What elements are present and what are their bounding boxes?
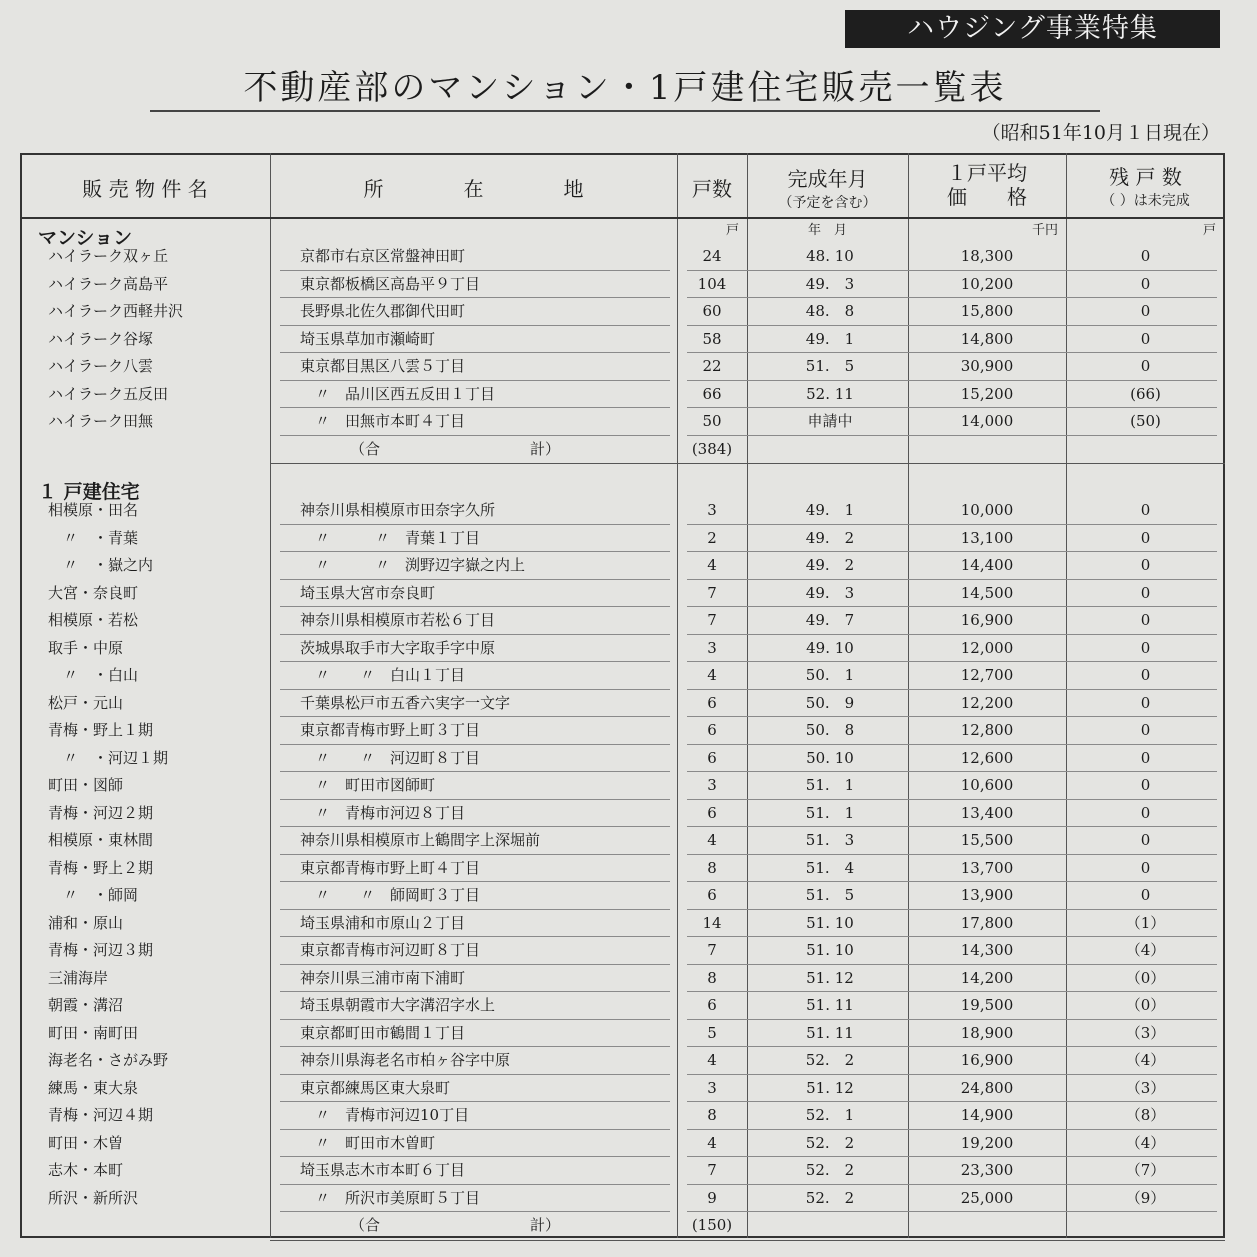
cell-property-name: 松戸・元山 [48,693,124,712]
cell-avg-price: 24,800 [960,1078,1014,1097]
cell-property-name: 青梅・河辺２期 [48,803,154,822]
cell-completion: 50. 9 [805,693,855,712]
cell-avg-price: 12,800 [960,721,1014,739]
cell-completion: 52. 2 [805,1133,855,1152]
cell-location: 〃 品川区西五反田１丁目 [300,384,496,403]
cell-property-name: ハイラーク高島平 [48,274,169,293]
section-total-units: (384) [691,439,733,458]
cell-remaining: 0 [1140,831,1151,849]
cell-location: 〃 〃 白山１丁目 [300,666,466,684]
cell-completion: 51. 5 [805,886,855,904]
cell-avg-price: 16,900 [960,611,1014,629]
cell-remaining: （0） [1125,968,1166,987]
header-completion-note: （予定を含む） [778,195,877,211]
listing-table [20,153,1225,1238]
cell-completion: 申請中 [807,412,853,430]
cell-property-name: 〃 ・青葉 [48,528,139,547]
page-title: 不動産部のマンション・1戸建住宅販売一覧表 [243,68,1007,108]
header-completion [747,163,908,212]
cell-remaining: 0 [1140,803,1151,822]
cell-units: 7 [707,583,717,602]
cell-completion: 51. 11 [806,996,854,1014]
cell-completion: 50. 8 [805,721,855,739]
cell-completion: 50. 1 [805,666,855,684]
cell-property-name: 町田・南町田 [48,1023,139,1042]
cell-property-name: ハイラーク西軽井沢 [48,302,184,320]
cell-completion: 51. 10 [806,941,854,959]
header-remaining-label: 残 戸 数 [1109,165,1182,189]
cell-completion: 49. 10 [806,638,854,657]
header-remaining [1066,161,1225,210]
cell-property-name: 〃 ・河辺１期 [48,748,169,767]
cell-location: 東京都青梅市河辺町８丁目 [300,941,481,959]
cell-avg-price: 13,700 [960,858,1014,877]
header-location: 所 在 地 [363,177,584,201]
section-total-units: (150) [691,1216,733,1234]
cell-location: 〃 〃 河辺町８丁目 [300,748,481,767]
cell-completion: 51. 10 [806,913,854,932]
cell-property-name: 〃 ・白山 [48,666,139,684]
cell-property-name: 町田・図師 [48,776,124,794]
section-total-rule [270,463,1225,464]
cell-units: 6 [707,721,717,739]
section-heading: １ 戸建住宅 [38,481,140,503]
cell-units: 4 [707,666,717,684]
cell-property-name: 練馬・東大泉 [48,1078,139,1097]
cell-location: 〃 〃 渕野辺字嶽之内上 [300,556,526,574]
cell-remaining: （0） [1125,996,1166,1014]
cell-remaining: 0 [1140,776,1151,794]
cell-remaining: 0 [1140,748,1151,767]
cell-completion: 49. 3 [805,583,855,602]
cell-completion: 49. 1 [805,329,855,348]
cell-location: 東京都練馬区東大泉町 [300,1078,451,1097]
section-total-label: （合 計） [350,1216,561,1234]
cell-completion: 49. 2 [805,528,855,547]
cell-remaining: （4） [1125,1133,1166,1152]
cell-property-name: ハイラーク双ヶ丘 [48,247,169,265]
cell-property-name: 相模原・若松 [48,611,139,629]
cell-avg-price: 12,700 [960,666,1014,684]
cell-property-name: 朝霞・溝沼 [48,996,124,1014]
header-remaining-note: （ ）は未完成 [1101,193,1190,209]
header-completion-label: 完成年月 [787,167,868,191]
cell-avg-price: 15,500 [960,831,1014,849]
cell-completion: 52. 2 [805,1051,855,1069]
cell-units: 4 [707,556,717,574]
cell-property-name: 町田・木曽 [48,1133,124,1152]
cell-avg-price: 14,800 [960,329,1014,348]
cell-location: 埼玉県草加市瀬崎町 [300,329,436,348]
cell-location: 千葉県松戸市五香六実字一文字 [300,693,511,712]
cell-location: 〃 〃 師岡町３丁目 [300,886,481,904]
cell-units: 3 [707,638,717,657]
header-price-line2: 価 格 [947,185,1027,209]
cell-units: 7 [707,1161,717,1179]
cell-completion: 51. 3 [805,831,855,849]
cell-property-name: 三浦海岸 [48,968,109,987]
cell-location: 東京都青梅市野上町４丁目 [300,858,481,877]
cell-location: 〃 田無市本町４丁目 [300,412,466,430]
cell-units: 6 [707,693,717,712]
cell-completion: 51. 12 [806,1078,854,1097]
cell-avg-price: 14,300 [960,941,1014,959]
cell-completion: 51. 1 [805,776,855,794]
cell-property-name: ハイラーク八雲 [48,357,154,375]
cell-location: 東京都目黒区八雲５丁目 [300,357,466,375]
unit-label-units: 戸 [725,223,739,238]
unit-label-remaining: 戸 [1202,223,1216,238]
cell-units: 4 [707,831,717,849]
cell-completion: 51. 5 [805,357,855,375]
cell-avg-price: 18,900 [960,1023,1014,1042]
cell-property-name: 海老名・さがみ野 [48,1051,169,1069]
cell-completion: 49. 3 [805,274,855,293]
cell-location: 〃 青梅市河辺10丁目 [300,1106,470,1124]
cell-remaining: （9） [1125,1188,1166,1207]
column-divider [747,153,748,1238]
cell-location: 埼玉県浦和市原山２丁目 [300,913,466,932]
cell-completion: 51. 4 [805,858,855,877]
cell-completion: 50. 10 [806,748,854,767]
cell-property-name: 取手・中原 [48,638,124,657]
section-heading: マンション [38,227,133,249]
cell-avg-price: 15,200 [960,384,1014,403]
cell-units: 4 [707,1051,717,1069]
cell-property-name: 青梅・河辺３期 [48,941,154,959]
cell-property-name: 青梅・河辺４期 [48,1106,154,1124]
cell-property-name: 青梅・野上２期 [48,858,154,877]
cell-remaining: （7） [1125,1161,1166,1179]
cell-units: 6 [707,803,717,822]
cell-completion: 51. 1 [805,803,855,822]
cell-units: 4 [707,1133,717,1152]
cell-property-name: 〃 ・師岡 [48,886,139,904]
cell-avg-price: 12,600 [960,748,1014,767]
cell-location: 神奈川県相模原市田奈字久所 [300,501,496,519]
cell-location: 〃 〃 青葉１丁目 [300,528,481,547]
cell-avg-price: 12,000 [960,638,1014,657]
cell-avg-price: 23,300 [960,1161,1014,1179]
cell-property-name: 相模原・田名 [48,501,139,519]
unit-label-price: 千円 [1031,223,1058,238]
title-underline [150,110,1100,112]
cell-location: 埼玉県朝霞市大字溝沼字水上 [300,996,496,1014]
cell-property-name: 所沢・新所沢 [48,1188,139,1207]
cell-completion: 52. 11 [806,384,854,403]
cell-property-name: 青梅・野上１期 [48,721,154,739]
cell-property-name: ハイラーク田無 [48,412,154,430]
feature-banner: ハウジング事業特集 [845,10,1220,48]
cell-location: 埼玉県大宮市奈良町 [300,583,436,602]
cell-location: 神奈川県三浦市南下浦町 [300,968,466,987]
cell-avg-price: 19,500 [960,996,1014,1014]
cell-remaining: 0 [1140,556,1151,574]
cell-location: 長野県北佐久郡御代田町 [300,302,466,320]
cell-avg-price: 17,800 [960,913,1014,932]
cell-avg-price: 14,400 [960,556,1014,574]
cell-location: 茨城県取手市大字取手字中原 [300,638,496,657]
cell-remaining: （4） [1125,941,1166,959]
section-total-rule [270,1240,1225,1241]
cell-property-name: 大宮・奈良町 [48,583,139,602]
cell-location: 埼玉県志木市本町６丁目 [300,1161,466,1179]
cell-completion: 48. 8 [805,302,855,320]
cell-avg-price: 10,200 [960,274,1014,293]
cell-units: 7 [707,611,717,629]
cell-property-name: 相模原・東林間 [48,831,154,849]
cell-avg-price: 14,000 [960,412,1014,430]
cell-avg-price: 14,900 [960,1106,1014,1124]
cell-remaining: 0 [1140,583,1151,602]
cell-location: 京都市右京区常盤神田町 [300,247,466,265]
cell-completion: 51. 12 [806,968,854,987]
header-property-name: 販 売 物 件 名 [82,177,208,201]
cell-avg-price: 14,500 [960,583,1014,602]
cell-remaining: （4） [1125,1051,1166,1069]
section-total-label: （合 計） [350,439,561,458]
cell-property-name: ハイラーク五反田 [48,384,169,403]
cell-units: 66 [702,384,722,403]
cell-location: 〃 所沢市美原町５丁目 [300,1188,481,1207]
cell-location: 〃 町田市図師町 [300,776,436,794]
cell-avg-price: 12,200 [960,693,1014,712]
cell-avg-price: 14,200 [960,968,1014,987]
cell-property-name: ハイラーク谷塚 [48,329,154,348]
cell-completion: 49. 2 [805,556,855,574]
cell-remaining: 0 [1140,666,1151,684]
cell-remaining: 0 [1140,721,1151,739]
cell-units: 60 [702,302,722,320]
as-of-date: （昭和51年10月１日現在） [981,122,1220,144]
cell-remaining: 0 [1140,357,1151,375]
cell-avg-price: 16,900 [960,1051,1014,1069]
cell-property-name: 〃 ・嶽之内 [48,556,154,574]
cell-remaining: 0 [1140,302,1151,320]
cell-completion: 52. 2 [805,1161,855,1179]
cell-units: 9 [707,1188,717,1207]
cell-remaining: （1） [1125,913,1166,932]
cell-completion: 51. 11 [806,1023,854,1042]
cell-units: 14 [702,913,722,932]
cell-remaining: 0 [1140,858,1151,877]
cell-avg-price: 25,000 [960,1188,1014,1207]
cell-location: 神奈川県相模原市上鶴間字上深堀前 [300,831,541,849]
cell-completion: 48. 10 [806,247,854,265]
header-price-line1: １戸平均 [947,161,1027,185]
cell-avg-price: 30,900 [960,357,1014,375]
cell-remaining: 0 [1140,247,1151,265]
cell-remaining: 0 [1140,611,1151,629]
cell-remaining: 0 [1140,501,1151,519]
cell-units: 8 [707,968,717,987]
cell-units: 2 [707,528,717,547]
cell-location: 東京都青梅市野上町３丁目 [300,721,481,739]
cell-units: 3 [707,776,717,794]
cell-location: 〃 町田市木曽町 [300,1133,436,1152]
cell-avg-price: 13,900 [960,886,1014,904]
cell-remaining: 0 [1140,528,1151,547]
cell-avg-price: 15,800 [960,302,1014,320]
cell-remaining: (50) [1130,412,1161,430]
cell-property-name: 志木・本町 [48,1161,124,1179]
cell-completion: 52. 1 [805,1106,855,1124]
cell-avg-price: 13,400 [960,803,1014,822]
cell-avg-price: 19,200 [960,1133,1014,1152]
cell-remaining: （3） [1125,1078,1166,1097]
cell-units: 58 [702,329,722,348]
cell-units: 6 [707,886,717,904]
cell-units: 8 [707,1106,717,1124]
unit-label-completion: 年 月 [807,223,847,238]
cell-completion: 49. 1 [805,501,855,519]
cell-units: 6 [707,748,717,767]
cell-units: 104 [697,274,727,293]
column-divider [270,153,271,1238]
cell-location: 神奈川県相模原市若松６丁目 [300,611,496,629]
cell-units: 3 [707,501,717,519]
cell-avg-price: 10,600 [960,776,1014,794]
cell-remaining: 0 [1140,638,1151,657]
cell-units: 7 [707,941,717,959]
cell-remaining: 0 [1140,886,1151,904]
cell-remaining: （3） [1125,1023,1166,1042]
cell-completion: 52. 2 [805,1188,855,1207]
cell-units: 5 [707,1023,717,1042]
cell-units: 8 [707,858,717,877]
cell-remaining: （8） [1125,1106,1166,1124]
cell-location: 東京都板橋区高島平９丁目 [300,274,481,293]
cell-units: 6 [707,996,717,1014]
cell-property-name: 浦和・原山 [48,913,124,932]
cell-avg-price: 13,100 [960,528,1014,547]
header-avg-price [908,161,1066,209]
cell-remaining: (66) [1130,384,1161,403]
cell-units: 24 [702,247,722,265]
cell-units: 50 [702,412,722,430]
cell-units: 3 [707,1078,717,1097]
cell-remaining: 0 [1140,274,1151,293]
cell-remaining: 0 [1140,693,1151,712]
cell-avg-price: 10,000 [960,501,1014,519]
cell-remaining: 0 [1140,329,1151,348]
cell-location: 神奈川県海老名市柏ヶ谷字中原 [300,1051,511,1069]
cell-location: 東京都町田市鶴間１丁目 [300,1023,466,1042]
cell-units: 22 [702,357,722,375]
cell-location: 〃 青梅市河辺８丁目 [300,803,466,822]
header-units: 戸数 [692,177,732,201]
cell-avg-price: 18,300 [960,247,1014,265]
cell-completion: 49. 7 [805,611,855,629]
